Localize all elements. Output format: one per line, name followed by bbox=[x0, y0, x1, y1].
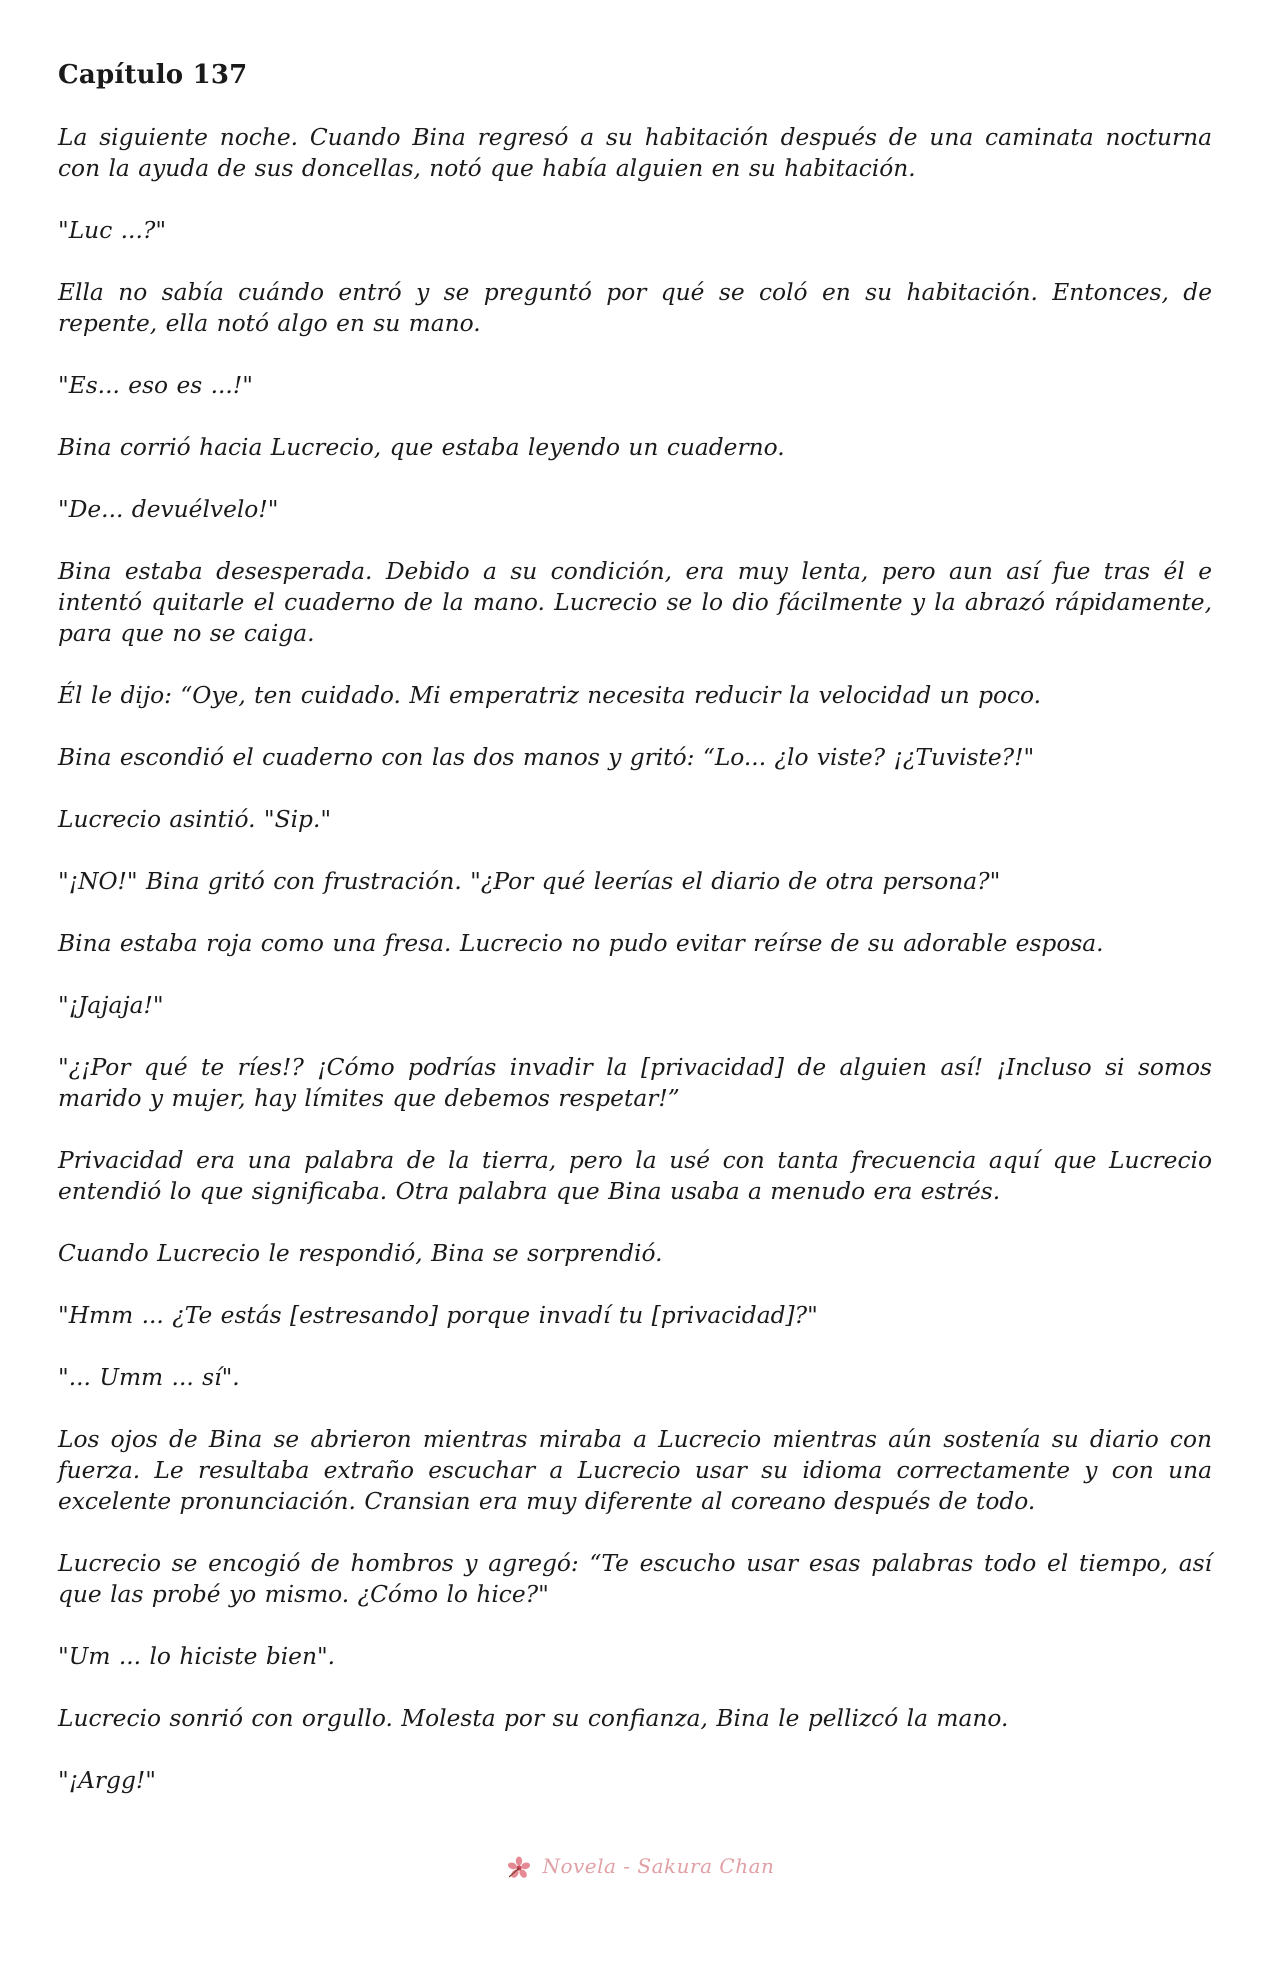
paragraph: Él le dijo: “Oye, ten cuidado. Mi emperatriz necesita reducir la velocidad un poco. bbox=[58, 682, 1042, 709]
chapter-page bbox=[58, 58, 1212, 1827]
paragraph: Privacidad era una palabra de la tierra, pero la usé con tanta frecuencia aquí que Lucrecio entendió lo que significaba. Otra palabra que Bina usaba a menudo era estrés. bbox=[58, 1147, 1212, 1205]
paragraph: Ella no sabía cuándo entró y se preguntó por qué se coló en su habitación. Entonces, de repente, ella notó algo en su mano. bbox=[58, 279, 1212, 337]
paragraph: "Hmm ... ¿Te estás [estresando] porque invadí tu [privacidad]?" bbox=[58, 1302, 818, 1329]
paragraph: "¡Argg!" bbox=[58, 1767, 156, 1794]
paragraph: La siguiente noche. Cuando Bina regresó a su habitación después de una caminata nocturna con la ayuda de sus doncellas, notó que había alguien en su habitación. bbox=[58, 124, 1212, 182]
paragraph: Lucrecio se encogió de hombros y agregó: “Te escucho usar esas palabras todo el tiempo, así que las probé yo mismo. ¿Cómo lo hice?" bbox=[58, 1550, 1212, 1608]
chapter-title: Capítulo 137 bbox=[58, 60, 248, 90]
paragraph: Los ojos de Bina se abrieron mientras miraba a Lucrecio mientras aún sostenía su diario con fuerza. Le resultaba extraño escuchar a Lucrecio usar su idioma correctamente y con una excelente pronunciación. Cransian era muy diferente al coreano después de todo. bbox=[58, 1426, 1212, 1515]
watermark bbox=[0, 1854, 1280, 1881]
paragraph: Bina estaba roja como una fresa. Lucrecio no pudo evitar reírse de su adorable esposa. bbox=[58, 930, 1104, 957]
paragraph: "... Umm ... sí". bbox=[58, 1364, 240, 1391]
paragraph: "De... devuélvelo!" bbox=[58, 496, 279, 523]
paragraph: "Luc ...?" bbox=[58, 217, 167, 244]
paragraph: Lucrecio sonrió con orgullo. Molesta por su confianza, Bina le pellizcó la mano. bbox=[58, 1705, 1009, 1732]
paragraph: Bina escondió el cuaderno con las dos manos y gritó: “Lo... ¿lo viste? ¡¿Tuviste?!" bbox=[58, 744, 1035, 771]
paragraph: Bina estaba desesperada. Debido a su condición, era muy lenta, pero aun así fue tras él e intentó quitarle el cuaderno de la mano. Lucrecio se lo dio fácilmente y la abrazó rápidamente, para que no se caiga. bbox=[58, 558, 1212, 647]
paragraph: Cuando Lucrecio le respondió, Bina se sorprendió. bbox=[58, 1240, 663, 1267]
paragraph: "¿¡Por qué te ríes!? ¡Cómo podrías invadir la [privacidad] de alguien así! ¡Incluso si somos marido y mujer, hay límites que debemos respetar!” bbox=[58, 1054, 1212, 1112]
paragraph: "¡Jajaja!" bbox=[58, 992, 164, 1019]
paragraph: "¡NO!" Bina gritó con frustración. "¿Por qué leerías el diario de otra persona?" bbox=[58, 868, 1001, 895]
watermark-text: Novela - Sakura Chan bbox=[542, 1854, 775, 1878]
chapter-body bbox=[58, 122, 1212, 1796]
paragraph: "Um ... lo hiciste bien". bbox=[58, 1643, 336, 1670]
paragraph: Lucrecio asintió. "Sip." bbox=[58, 806, 332, 833]
paragraph: "Es... eso es ...!" bbox=[58, 372, 253, 399]
sakura-flower-icon bbox=[506, 1855, 532, 1881]
paragraph: Bina corrió hacia Lucrecio, que estaba leyendo un cuaderno. bbox=[58, 434, 785, 461]
